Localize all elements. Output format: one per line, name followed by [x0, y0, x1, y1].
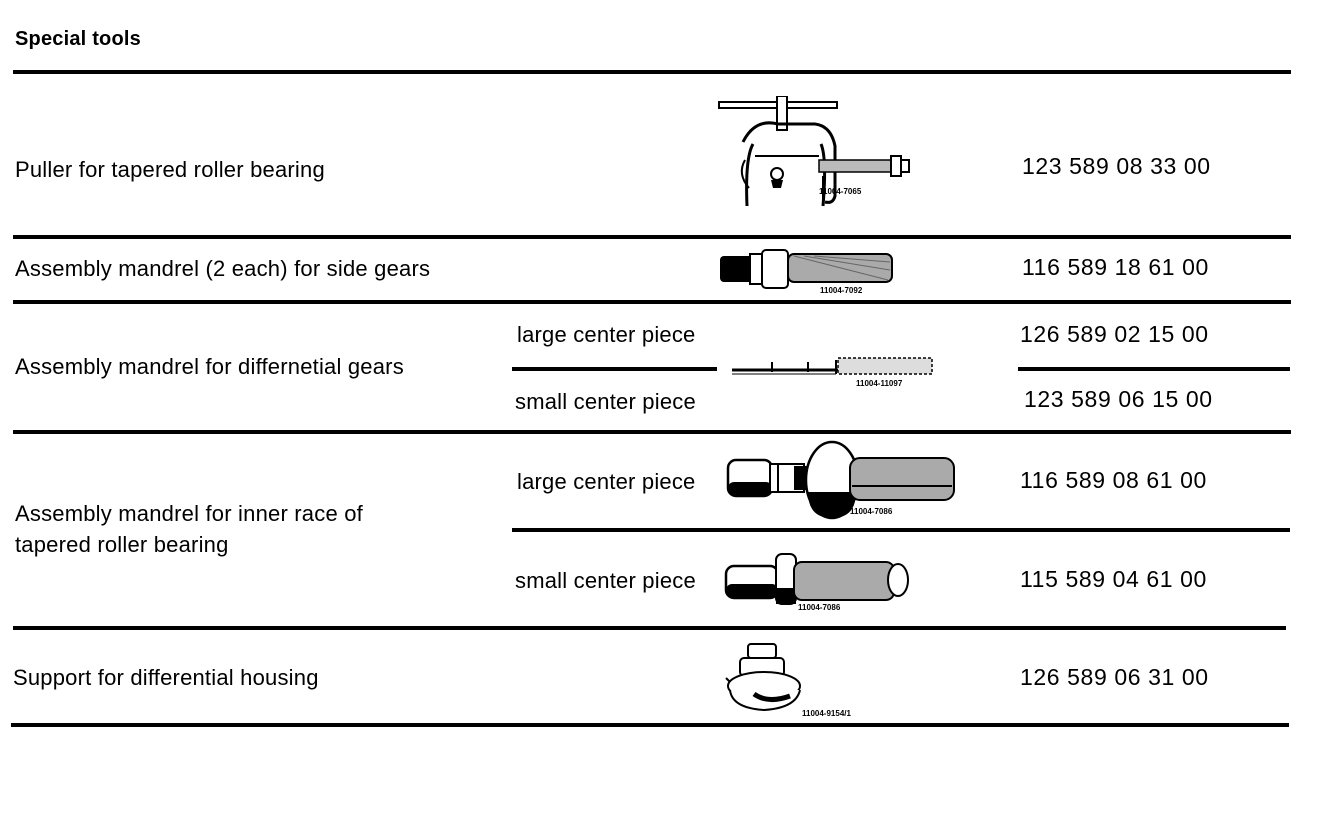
figure-code: 11004-7092: [820, 286, 863, 295]
part-number: 116 589 18 61 00: [1022, 254, 1209, 280]
mandrel-side-gears-illustration: [718, 246, 898, 296]
figure-code: 11004-7065: [819, 187, 862, 196]
tool-name-line: Assembly mandrel for inner race of: [15, 501, 363, 526]
tool-name: Puller for tapered roller bearing: [15, 157, 325, 182]
sub-row-divider: [1018, 367, 1290, 371]
figure-code: 11004-9154/1: [802, 709, 851, 718]
figure-code: 11004-7086: [798, 603, 841, 612]
support-differential-housing-illustration: [724, 638, 894, 720]
page-title: Special tools: [15, 28, 141, 50]
sub-row-divider: [512, 367, 717, 371]
variant-label: large center piece: [517, 322, 696, 347]
tool-name: Assembly mandrel (2 each) for side gears: [15, 256, 431, 281]
puller-illustration: [715, 96, 915, 212]
tool-name: Support for differential housing: [13, 665, 319, 690]
row-divider: [13, 626, 1286, 630]
mandrel-inner-race-small-illustration: [722, 550, 914, 614]
part-number: 123 589 08 33 00: [1022, 153, 1211, 179]
part-number: 126 589 06 31 00: [1020, 664, 1209, 690]
header-rule: [13, 70, 1291, 74]
footer-rule: [11, 723, 1289, 727]
part-number: 116 589 08 61 00: [1020, 467, 1207, 493]
variant-label: small center piece: [515, 568, 696, 593]
row-divider: [13, 430, 1291, 434]
row-divider: [13, 235, 1291, 239]
part-number: 115 589 04 61 00: [1020, 566, 1207, 592]
variant-label: small center piece: [515, 389, 696, 414]
part-number: 123 589 06 15 00: [1024, 386, 1213, 412]
mandrel-differential-gears-illustration: [728, 350, 938, 392]
figure-code: 11004-7086: [850, 507, 893, 516]
mandrel-inner-race-large-illustration: [722, 438, 960, 524]
figure-code: 11004-11097: [856, 379, 903, 388]
variant-label: large center piece: [517, 469, 696, 494]
sub-row-divider: [512, 528, 1290, 532]
tool-name-line: tapered roller bearing: [15, 532, 229, 557]
part-number: 126 589 02 15 00: [1020, 321, 1209, 347]
row-divider: [13, 300, 1291, 304]
tool-name: Assembly mandrel for differnetial gears: [15, 354, 404, 379]
